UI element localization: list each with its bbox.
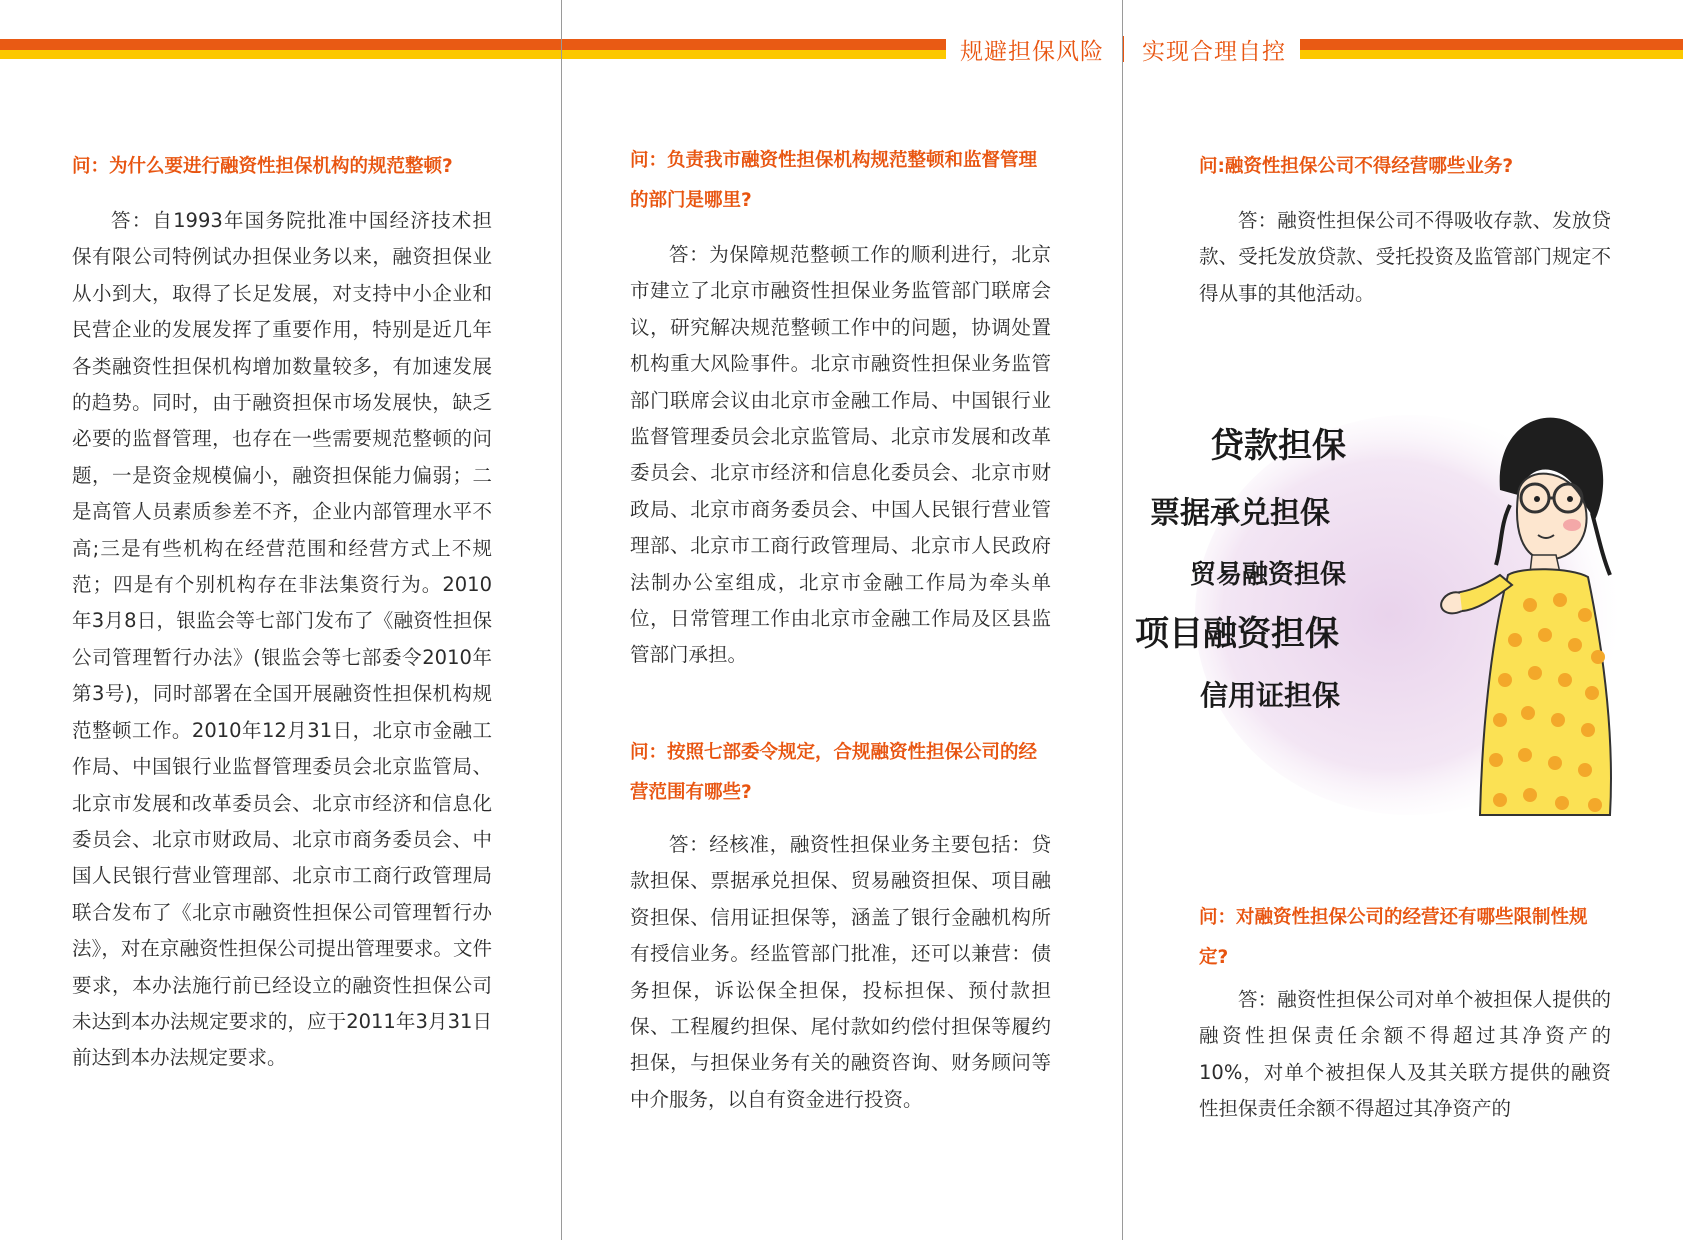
fold-line-right xyxy=(1122,0,1123,1240)
illustration-label: 贷款担保 xyxy=(1210,426,1346,466)
question-heading: 问：为什么要进行融资性担保机构的规范整顿? xyxy=(72,156,453,177)
question-heading: 问：对融资性担保公司的经营还有哪些限制性规定? xyxy=(1199,907,1588,968)
column-3-section-2 xyxy=(1199,898,1611,1128)
header-stripe-orange xyxy=(0,39,1683,50)
fold-line-left xyxy=(561,0,562,1240)
answer-text: 答：自1993年国务院批准中国经济技术担保有限公司特例试办担保业务以来，融资担保业从小到大，取得了长足发展，对支持中小企业和民营企业的发展发挥了重要作用，特别是近几年各类融资性担保机构增加数量较多，有加速发展的趋势。同时，由于融资担保市场发展快，缺乏必要的监督管理，也存在一些需要规范整顿的问题，一是资金规模偏小，融资担保能力偏弱；二是高管人员素质参差不齐，企业内部管理水平不高;三是有些机构在经营范围和经营方式上不规范；四是有个别机构存在非法集资行为。2010年3月8日，银监会等七部门发布了《融资性担保公司管理暂行办法》(银监会等七部委令2010年第3号)，同时部署在全国开展融资性担保机构规范整顿工作。2010年12月31日，北京市金融工作局、中国银行业监督管理委员会北京监管局、北京市发展和改革委员会、北京市经济和信息化委员会、北京市财政局、北京市商务委员会、中国人民银行营业管理部、北京市工商行政管理局联合发布了《北京市融资性担保公司管理暂行办法》，对在京融资性担保公司提出管理要求。文件要求，本办法施行前已经设立的融资性担保公司未达到本办法规定要求的，应于2011年3月31日前达到本办法规定要求。 xyxy=(72,209,492,1070)
column-1 xyxy=(72,147,492,1077)
column-2 xyxy=(630,141,1051,674)
illustration-label: 项目融资担保 xyxy=(1135,614,1339,654)
header-stripe-yellow xyxy=(0,50,1683,59)
illustration-label: 贸易融资担保 xyxy=(1190,560,1347,590)
answer-text: 答：融资性担保公司不得吸收存款、发放贷款、受托发放贷款、受托投资及监管部门规定不得从事的其他活动。 xyxy=(1199,209,1611,305)
answer-text: 答：融资性担保公司对单个被担保人提供的融资性担保责任余额不得超过其净资产的10%，对单个被担保人及其关联方提供的融资性担保责任余额不得超过其净资产的 xyxy=(1199,988,1611,1121)
answer-text: 答：经核准，融资性担保业务主要包括：贷款担保、票据承兑担保、贸易融资担保、项目融资担保、信用证担保等，涵盖了银行金融机构所有授信业务。经监管部门批准，还可以兼营：债务担保，诉讼保全担保，投标担保、预付款担保、工程履约担保、尾付款如约偿付担保等履约担保，与担保业务有关的融资咨询、财务顾问等中介服务，以自有资金进行投资。 xyxy=(630,833,1051,1111)
header-tagline xyxy=(946,32,1300,66)
column-2-section-2 xyxy=(630,733,1051,1118)
illustration-label: 信用证担保 xyxy=(1200,679,1341,712)
answer-text: 答：为保障规范整顿工作的顺利进行，北京市建立了北京市融资性担保业务监管部门联席会议，研究解决规范整顿工作中的问题，协调处置机构重大风险事件。北京市融资性担保业务监管部门联席会议由北京市金融工作局、中国银行业监督管理委员会北京监管局、北京市发展和改革委员会、北京市经济和信息化委员会、北京市财政局、北京市商务委员会、中国人民银行营业管理部、北京市工商行政管理局、北京市人民政府法制办公室组成，北京市金融工作局为牵头单位，日常管理工作由北京市金融工作局及区县监管部门承担。 xyxy=(630,243,1051,667)
tagline-right: 实现合理自控 xyxy=(1142,38,1286,65)
question-heading: 问：按照七部委令规定，合规融资性担保公司的经营范围有哪些? xyxy=(630,742,1038,803)
column-3 xyxy=(1199,147,1611,312)
tagline-left: 规避担保风险 xyxy=(960,38,1104,65)
cartoon-woman-illustration xyxy=(1135,395,1630,835)
question-heading: 问：负责我市融资性担保机构规范整顿和监督管理的部门是哪里? xyxy=(630,150,1038,211)
illustration-label: 票据承兑担保 xyxy=(1150,496,1330,531)
question-heading: 问:融资性担保公司不得经营哪些业务? xyxy=(1199,156,1514,177)
